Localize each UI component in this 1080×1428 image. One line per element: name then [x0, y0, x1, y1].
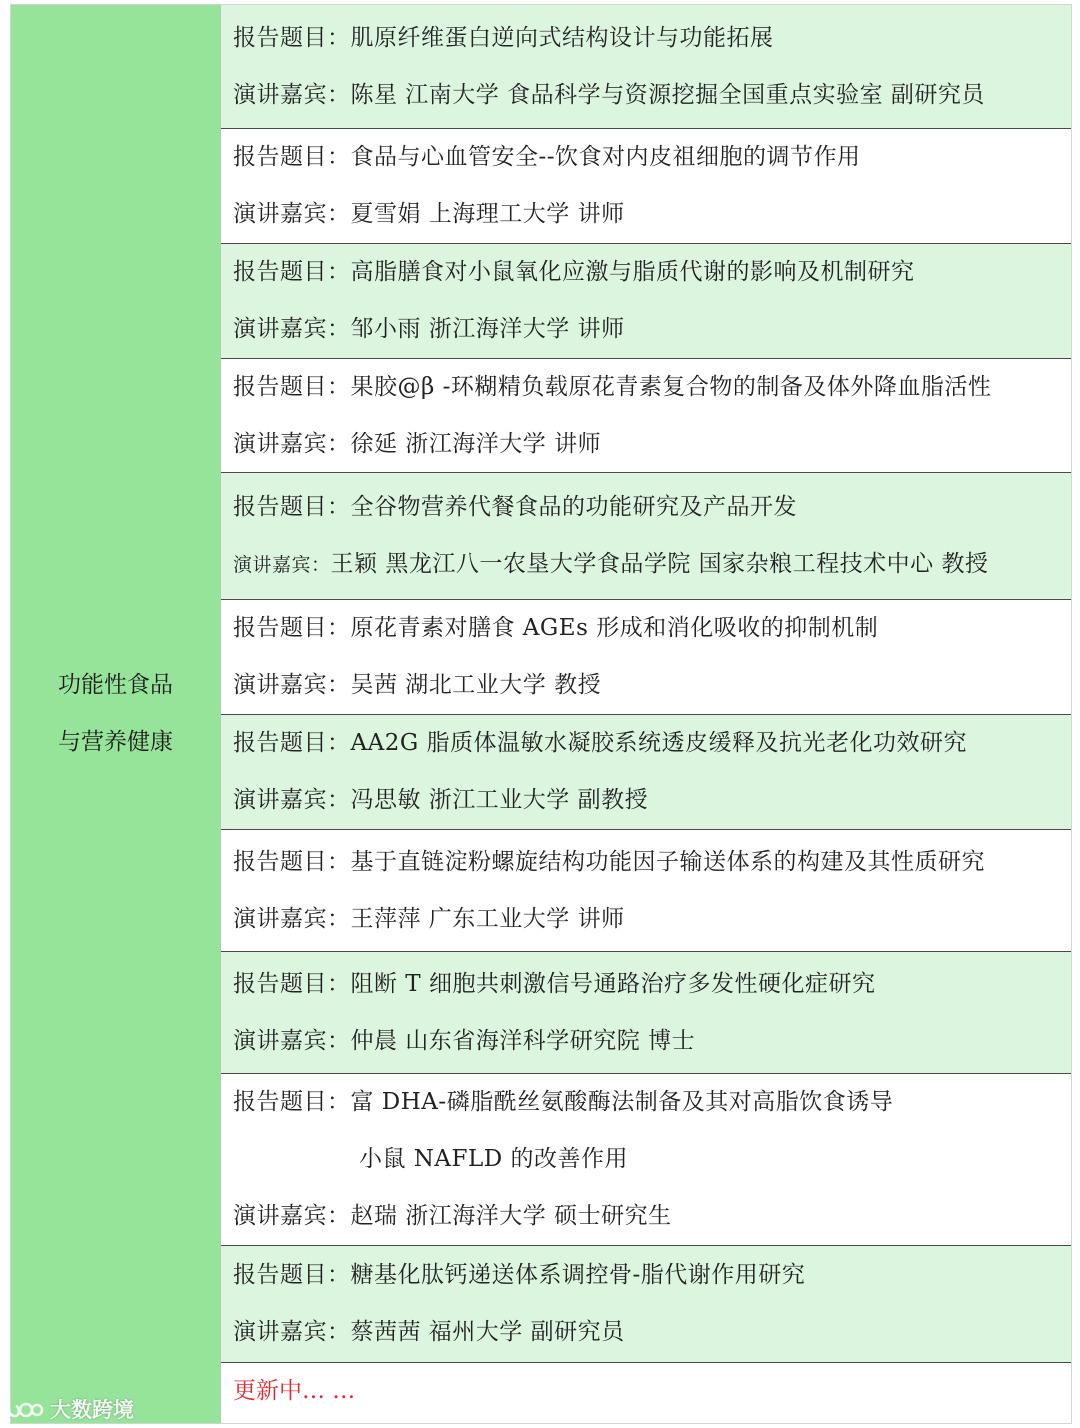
- title-label: 报告题目：: [233, 1262, 351, 1288]
- talk-title: 富 DHA-磷脂酰丝氨酸酶法制备及其对高脂饮食诱导: [350, 1089, 894, 1115]
- title-label: 报告题目：: [233, 730, 351, 756]
- schedule-table: [10, 4, 1072, 1424]
- speaker-label: 演讲嘉宾：: [233, 430, 351, 457]
- talk-row: [221, 5, 1071, 129]
- talk-row: [221, 715, 1071, 830]
- update-status: 更新中… …: [221, 1363, 1071, 1419]
- talk-speaker: 徐延 浙江海洋大学 讲师: [350, 430, 602, 457]
- talk-title-continued: 小鼠 NAFLD 的改善作用: [359, 1146, 629, 1172]
- talk-row: [221, 1246, 1071, 1363]
- speaker-label: 演讲嘉宾：: [233, 1027, 351, 1054]
- talk-speaker: 王颖 黑龙江八一农垦大学食品学院 国家杂粮工程技术中心 教授: [330, 551, 989, 577]
- talk-speaker: 王萍萍 广东工业大学 讲师: [350, 905, 625, 932]
- talk-speaker: 仲晨 山东省海洋科学研究院 博士: [350, 1027, 696, 1054]
- session-name-line-2: 与营养健康: [58, 729, 173, 755]
- talk-speaker: 蔡茜茜 福州大学 副研究员: [350, 1319, 625, 1345]
- talk-title: 食品与心血管安全--饮食对内皮祖细胞的调节作用: [350, 144, 861, 170]
- talk-speaker: 冯思敏 浙江工业大学 副教授: [350, 787, 649, 813]
- talk-list: [221, 5, 1071, 1423]
- title-label: 报告题目：: [233, 24, 351, 51]
- session-name-line-1: 功能性食品: [58, 672, 173, 698]
- speaker-label: 演讲嘉宾：: [233, 905, 351, 932]
- watermark: [6, 1394, 134, 1424]
- speaker-label: 演讲嘉宾：: [233, 672, 351, 698]
- talk-title: 果胶@β -环糊精负载原花青素复合物的制备及体外降血脂活性: [350, 373, 992, 400]
- title-label: 报告题目：: [233, 373, 351, 400]
- talk-row: [221, 244, 1071, 359]
- talk-title: 高脂膳食对小鼠氧化应激与脂质代谢的影响及机制研究: [350, 259, 915, 285]
- speaker-label: 演讲嘉宾：: [233, 81, 351, 108]
- title-label: 报告题目：: [233, 144, 351, 170]
- talk-speaker: 吴茜 湖北工业大学 教授: [350, 672, 602, 698]
- talk-row: [221, 359, 1071, 473]
- talk-speaker: 陈星 江南大学 食品科学与资源挖掘全国重点实验室 副研究员: [350, 81, 985, 108]
- talk-speaker: 夏雪娟 上海理工大学 讲师: [350, 201, 625, 227]
- session-name-cell: [11, 5, 221, 1423]
- title-label: 报告题目：: [233, 259, 351, 285]
- talk-title: 糖基化肽钙递送体系调控骨-脂代谢作用研究: [350, 1262, 806, 1288]
- title-label: 报告题目：: [233, 970, 351, 997]
- title-label: 报告题目：: [233, 1089, 351, 1115]
- talk-speaker: 赵瑞 浙江海洋大学 硕士研究生: [350, 1203, 672, 1229]
- speaker-label: 演讲嘉宾：: [233, 787, 351, 813]
- speaker-label: 演讲嘉宾：: [233, 201, 351, 227]
- title-label: 报告题目：: [233, 494, 351, 520]
- talk-row: [221, 473, 1071, 600]
- talk-title: AA2G 脂质体温敏水凝胶系统透皮缓释及抗光老化功效研究: [350, 730, 968, 756]
- speaker-label: 演讲嘉宾：: [233, 554, 331, 576]
- talk-row: [221, 129, 1071, 244]
- speaker-label: 演讲嘉宾：: [233, 1203, 351, 1229]
- title-label: 报告题目：: [233, 615, 351, 641]
- logo-icon: [6, 1398, 44, 1420]
- speaker-label: 演讲嘉宾：: [233, 316, 351, 342]
- talk-title: 阻断 T 细胞共刺激信号通路治疗多发性硬化症研究: [350, 970, 876, 997]
- talk-row: [221, 600, 1071, 715]
- talk-row: [221, 1074, 1071, 1246]
- speaker-label: 演讲嘉宾：: [233, 1319, 351, 1345]
- talk-row: [221, 830, 1071, 952]
- talk-row: [221, 952, 1071, 1074]
- talk-title: 基于直链淀粉螺旋结构功能因子输送体系的构建及其性质研究: [350, 848, 985, 875]
- talk-speaker: 邹小雨 浙江海洋大学 讲师: [350, 316, 625, 342]
- watermark-text: 大数跨境: [50, 1398, 134, 1422]
- talk-title: 肌原纤维蛋白逆向式结构设计与功能拓展: [350, 24, 774, 51]
- talk-title: 原花青素对膳食 AGEs 形成和消化吸收的抑制机制: [350, 615, 879, 641]
- talk-title: 全谷物营养代餐食品的功能研究及产品开发: [350, 494, 797, 520]
- title-label: 报告题目：: [233, 848, 351, 875]
